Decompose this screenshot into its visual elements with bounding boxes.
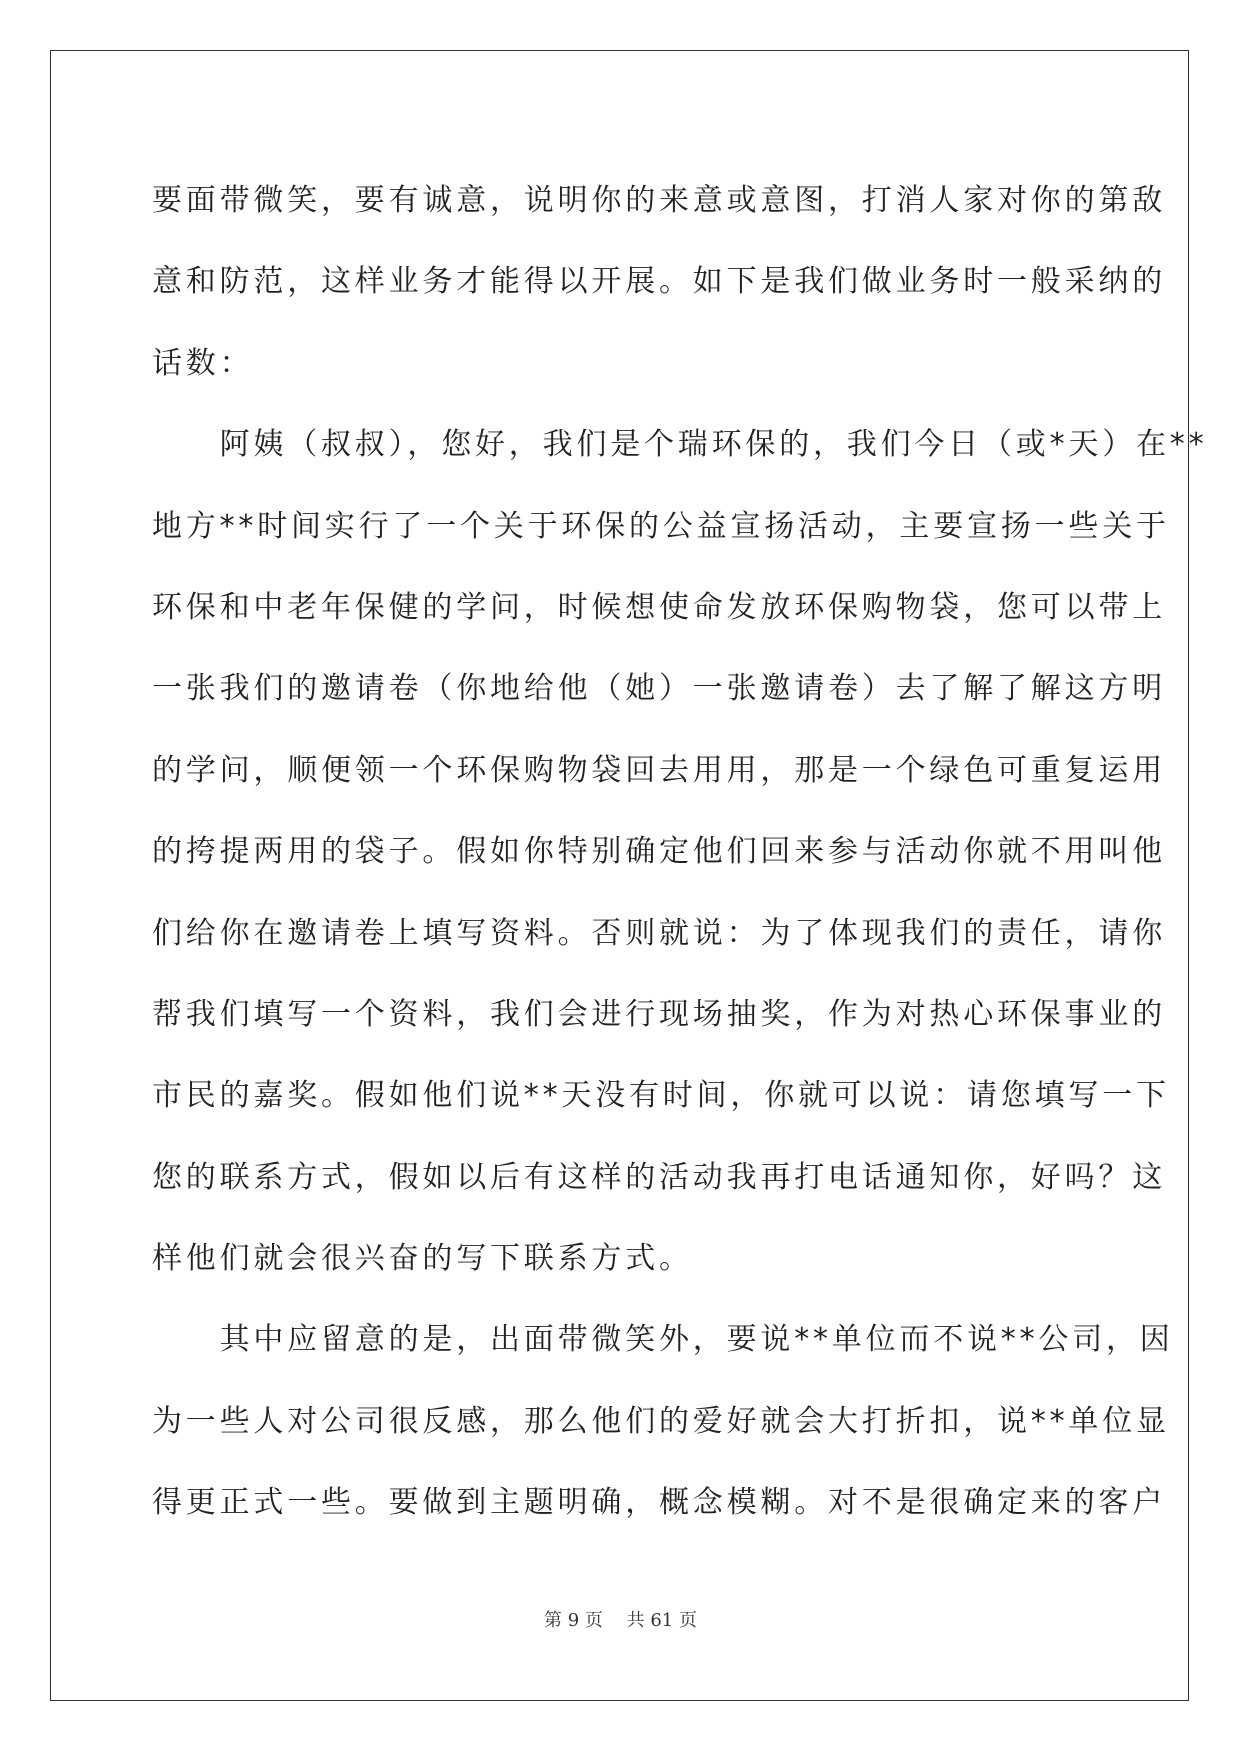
text-line: 其中应留意的是，出面带微笑外，要说**单位而不说**公司，因 [152, 1322, 1174, 1358]
text-line: 市民的嘉奖。假如他们说**天没有时间，你就可以说：请您填写一下 [152, 1078, 1170, 1114]
text-line: 您的联系方式，假如以后有这样的活动我再打电话通知你，好吗？这 [152, 1159, 1166, 1195]
text-line: 的学问，顺便领一个环保购物袋回去用用，那是一个绿色可重复运用 [152, 752, 1166, 788]
text-line: 话数： [152, 345, 254, 381]
text-line: 们给你在邀请卷上填写资料。否则就说：为了体现我们的责任，请你 [152, 915, 1166, 951]
text-line: 为一些人对公司很反感，那么他们的爱好就会大打折扣，说**单位显 [152, 1403, 1170, 1439]
text-line: 帮我们填写一个资料，我们会进行现场抽奖，作为对热心环保事业的 [152, 996, 1166, 1032]
text-line: 得更正式一些。要做到主题明确，概念模糊。对不是很确定来的客户 [152, 1485, 1166, 1521]
text-line: 的挎提两用的袋子。假如你特别确定他们回来参与活动你就不用叫他 [152, 834, 1166, 870]
text-line: 环保和中老年保健的学问，时候想使命发放环保购物袋，您可以带上 [152, 589, 1166, 625]
text-line: 意和防范，这样业务才能得以开展。如下是我们做业务时一般采纳的 [152, 264, 1166, 300]
page-number-footer: 第 9 页 共 61 页 [544, 1610, 697, 1631]
text-line: 一张我们的邀请卷（你地给他（她）一张邀请卷）去了解了解这方明 [152, 671, 1166, 707]
document-body [152, 160, 1208, 1544]
text-line: 地方**时间实行了一个关于环保的公益宣扬活动，主要宣扬一些关于 [152, 508, 1170, 544]
text-line: 要面带微笑，要有诚意，说明你的来意或意图，打消人家对你的第敌 [152, 183, 1166, 218]
text-line: 样他们就会很兴奋的写下联系方式。 [152, 1241, 693, 1277]
text-line: 阿姨（叔叔），您好，我们是个瑞环保的，我们今日（或*天）在** [152, 427, 1208, 463]
